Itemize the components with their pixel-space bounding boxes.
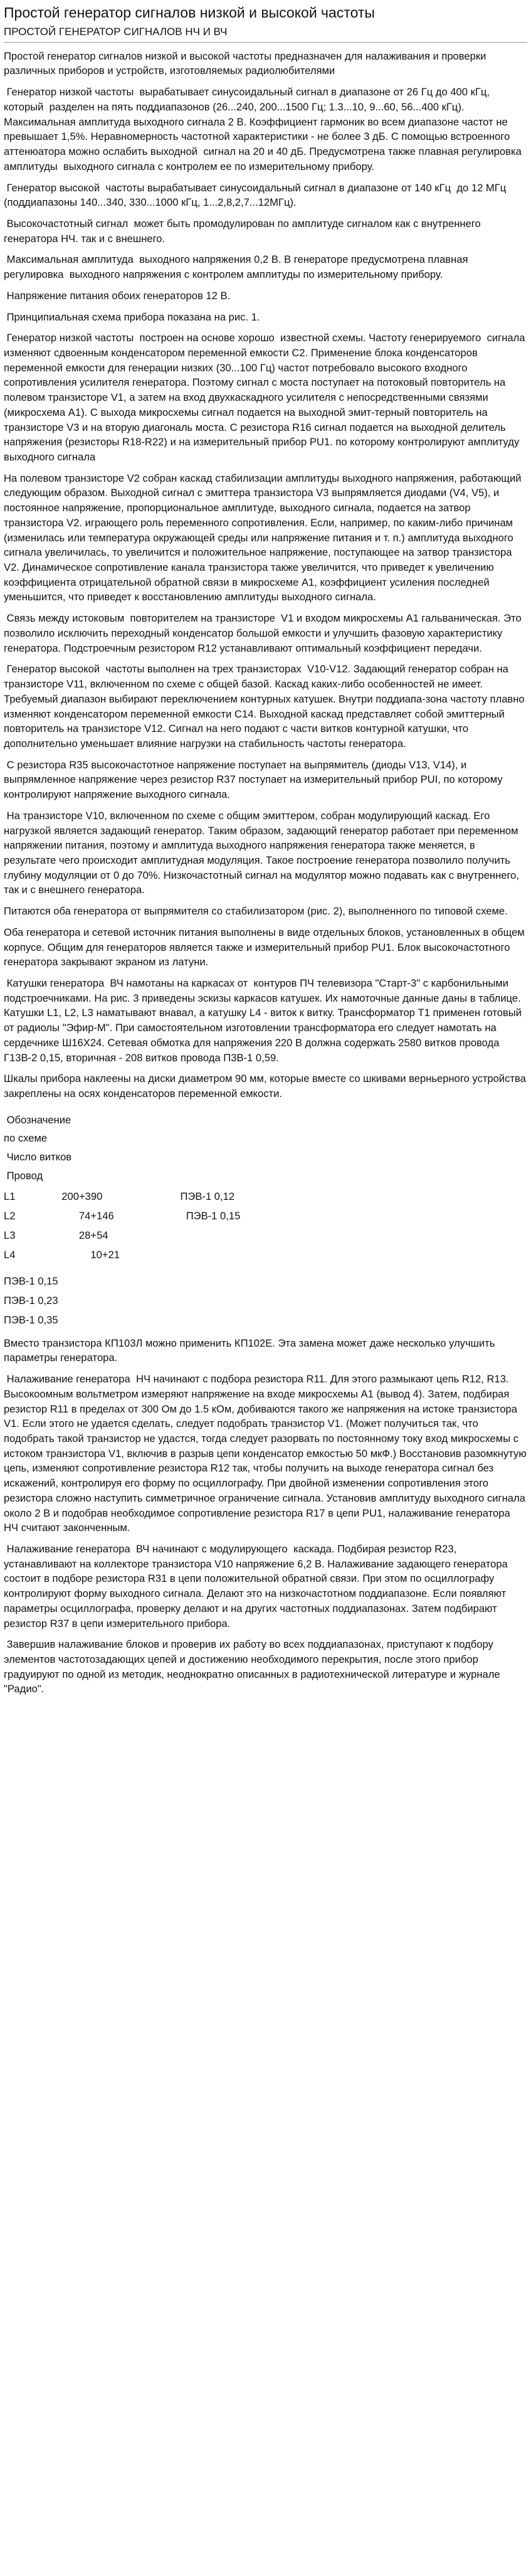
paragraph: С резистора R35 высокочастотное напряжение поступает на выпрямитель (диоды V13, V14), и выпрямленное напряжение через резистор R37 поступает на измерительный прибор PUI, по которому контролируют напряжение выходного сигнала. xyxy=(4,758,506,801)
table-header-designation: Обозначение xyxy=(4,1113,71,1126)
paragraph: Генератор низкой частоты построен на основе хорошо известной схемы. Частоту генерируемого сигнала изменяют сдвоенным конденсатором переменной емкости С2. Применение блока конденсаторов переменной емкости для генерации низких (30...100 Гц) частот потребовало высокого входного сопротивления усилителя генератора. Поэтому сигнал с моста поступает на потоковый повторитель на полевом транзисторе V1, а затем на вход двухкаскадного усилителя с непосредственными связями (микросхема A1). С выхода микросхемы сигнал подается на выходной эмит-терный повторитель на транзисторе V3 и на вторую диагональ моста. С резистора R16 сигнал подается на выходной делитель напряжения (резисторы R18-R22) и на измерительный прибор PU1. по которому контролируют амплитуду выходного сигнала xyxy=(4,332,528,463)
table-cell-turns: 200+390 xyxy=(41,1190,103,1203)
paragraph: Шкалы прибора наклеены на диски диаметром 90 мм, которые вместе со шкивами верньерного устройства закреплены на осях конденсаторов переменной емкости. xyxy=(4,1073,529,1100)
page-title: Простой генератор сигналов низкой и высокой частоты xyxy=(4,4,375,21)
paragraph: Катушки генератора ВЧ намотаны на каркасах от контуров ПЧ телевизора "Старт-3" с карбонильными подстроечниками. На рис. 3 приведены эскизы каркасов катушек. Их намоточные данные даны в таблице. Катушки L1, L2, L3 наматывают внавал, а катушку L4 - виток к витку. Трансформатор Т1 применен готовый от радиолы "Эфир-М". При самостоятельном изготовлении трансформатора его следует намотать на сердечнике Ш16Х24. Сетевая обмотка для напряжения 220 В должна содержать 2580 витков провода Г13В-2 0,15, вторичная - 208 витков провода П3В-1 0,59. xyxy=(4,977,525,1064)
table-row xyxy=(4,1187,527,1207)
paragraph: На транзисторе V10, включенном по схеме с общим эмиттером, собран модулирующий каскад. Его нагрузкой является задающий генератор. Таким образом, задающий генератор работает при переменном напряжении питания, поэтому и амплитуда выходного напряжения генератора также меняется, в результате чего происходит амплитудная модуляция. Такое построение генератора позволило получить глубину модуляции от 0 до 70%. Низкочастотный сигнал на модулятор можно подавать как с внутреннего, так и с внешнего генератора. xyxy=(4,809,522,896)
paragraph: Генератор высокой частоты вырабатывает синусоидальный сигнал в диапазоне от 140 кГц до 12 МГц (поддиапазоны 140...340, 330...1000 кГц, 1...2,8,2,7...12МГц). xyxy=(4,181,509,209)
paragraph: Оба генератора и сетевой источник питания выполнены в виде отдельных блоков, установленных в общем корпусе. Общим для генераторов является также и измерительный прибор PU1. Блок высокочастотного генератора закрывают экраном из латуни. xyxy=(4,926,528,968)
paragraph: Генератор низкой частоты вырабатывает синусоидальный сигнал в диапазоне от 26 Гц до 400 кГц, который разделен на пять поддиапазонов (26...240, 200...1500 Гц; 1.3...10, 9...60, 56...400 кГц). Максимальная амплитуда выходного сигнала 2 В. Коэффициент гармоник во всем диапазоне частот не превышает 1,5%. Неравномерность частотной характеристики - не более 3 дБ. С помощью встроенного аттенюатора можно ослабить выходной сигнал на 20 и 40 дБ. Предусмотрена также плавная регулировка амплитуды выходного сигнала с контролем ее по измерительному прибору. xyxy=(4,86,525,172)
table-cell-turns: 28+54 xyxy=(41,1229,108,1242)
paragraph: Налаживание генератора НЧ начинают с подбора резистора R11. Для этого размыкают цепь R12, R13. Высокоомным вольтметром измеряют напряжение на входе микросхемы A1 (вывод 4). Затем, подбирая резистор R11 в пределах от 300 Ом до 1.5 кОм, добиваются такого же напряжения на истоке транзистора V1. Если этого не удается сделать, следует подобрать транзистор V1. (Может получиться так, что подобрать такой транзистор не удастся, тогда следует разорвать по постоянному току вход микросхемы с истоком транзистора V1, включив в разрыв цепи конденсатор емкостью 50 мкФ.) Восстановив разомкнутую цепь, изменяют сопротивление резистора R12 так, чтобы получить на выходе генератора сигнал без искажений, контролируя его форму по осциллографу. При двойной изменении сопротивления этого резистора сложно наступить симметричное ограничение сигнала. Установив амплитуду выходного сигнала около 2 В и подобрав необходимое сопротивление резистора R17 в цепи PU1, налаживание генератора НЧ считают законченным. xyxy=(4,1373,530,1534)
paragraph: Питаются оба генератора от выпрямителя со стабилизатором (рис. 2), выполненного по типовой схеме. xyxy=(4,905,508,918)
table-cell-name: L2 xyxy=(4,1210,16,1222)
wire-item: ПЭВ-1 0,15 xyxy=(4,1275,58,1287)
paragraph: Генератор высокой частоты выполнен на трех транзисторах V10-V12. Задающий генератор собран на транзисторе V11, включенном по схеме с общей базой. Каскад каких-либо особенностей не имеет. Требуемый диапазон выбирают переключением контурных катушек. Внутри поддиапа-зона частоту плавно изменяют конденсатором переменной емкости С14. Выходной каскад представляет собой эмиттерный повторитель на транзисторе V12. Сигнал на него подают с части витков контурной катушки, что дополнительно уменьшает влияние нагрузки на стабильность частоты генератора. xyxy=(4,663,528,750)
paragraph: Налаживание генератора ВЧ начинают с модулирующего каскада. Подбирая резистор R23, устанавливают на коллекторе транзистора V10 напряжение 6,2 В. Налаживание задающего генератора состоит в подборе резистора R31 в цепи положительной обратной связи. При этом по осциллографу контролируют форму выходного сигнала. Делают это на низкочастотном поддиапазоне. Если появляют параметры осциллографа, проверку делают и на других частотных поддиапазонах. Затем подбирают резистор R37 в цепи измерительного прибора. xyxy=(4,1542,511,1630)
table-header-wire: Провод xyxy=(4,1169,43,1182)
paragraph: Вместо транзистора КП103Л можно применить КП102Е. Эта замена может даже несколько улучшить параметры генератора. xyxy=(4,1337,498,1364)
wire-item: ПЭВ-1 0,35 xyxy=(4,1313,58,1326)
wire-list xyxy=(4,1274,527,1332)
paragraph: Связь между истоковым повторителем на транзисторе V1 и входом микросхемы A1 гальваническая. Это позволило исключить переходный конденсатор большой емкости и улучшить фазовую характеристику генератора. Подстроечным резистором R12 устанавливают оптимальный коэффициент передачи. xyxy=(4,612,525,654)
paragraph: Завершив налаживание блоков и проверив их работу во всех поддиапазонах, приступают к подбору элементов частотозадающих цепей и достижению необходимого перекрытия, после этого прибор градуируют по одной из методик, неоднократно описанных в радиотехнической литературе и журнале "Радио". xyxy=(4,1638,503,1695)
table-cell-wire: ПЭВ-1 0,15 xyxy=(154,1210,241,1222)
table-header-scheme: по схеме xyxy=(4,1132,48,1145)
table-cell-name: L3 xyxy=(4,1229,16,1242)
table-row xyxy=(4,1246,527,1265)
paragraph: Простой генератор сигналов низкой и высокой частоты предназначен для налаживания и проверки различных приборов и устройств, изготовляемых радиолюбителями xyxy=(4,50,490,77)
table-cell-turns: 10+21 xyxy=(41,1249,120,1261)
wire-item: ПЭВ-1 0,23 xyxy=(4,1294,58,1307)
paragraph: Напряжение питания обоих генераторов 12 В. xyxy=(4,289,231,302)
paragraph: На полевом транзисторе V2 собран каскад стабилизации амплитуды выходного напряжения, работающий следующим образом. Выходной сигнал с эмиттера транзистора V3 выпрямляется диодами (V4, V5), и постоянное напряжение, пропорциональное амплитуде, выходного сигнала, подается на затвор транзистора V2. играющего роль переменного сопротивления. Если, например, по каким-либо причинам (изменилась или температура окружающей среды или напряжение питания и т. п.) амплитуда выходного сигнала увеличилась, то увеличится и положительное напряжение, поступающее на затвор транзистора V2. Динамическое сопротивление канала транзистора также увеличится, что приведет к увеличению коэффициента отрицательной обратной связи в микросхеме A1, коэффициент усиления последней уменьшится, что приведет к восстановлению амплитуды выходного сигнала. xyxy=(4,472,525,603)
paragraph: Высокочастотный сигнал может быть промодулирован по амплитуде сигналом как с внутреннего генератора НЧ. так и с внешнего. xyxy=(4,217,484,245)
paragraph: Максимальная амплитуда выходного напряжения 0,2 В. В генераторе предусмотрена плавная регулировка выходного напряжения с контролем амплитуды по измерительному прибору. xyxy=(4,253,471,281)
table-row xyxy=(4,1226,527,1246)
paragraph: Принципиальная схема прибора показана на рис. 1. xyxy=(4,310,260,323)
table-row xyxy=(4,1207,527,1226)
article-body xyxy=(4,49,530,1697)
table-cell-turns: 74+146 xyxy=(41,1210,114,1222)
table-header-turns: Число витков xyxy=(4,1151,72,1163)
table-cell-wire: ПЭВ-1 0,12 xyxy=(154,1190,235,1203)
coil-table xyxy=(4,1113,527,1265)
page-subtitle: ПРОСТОЙ ГЕНЕРАТОР СИГНАЛОВ НЧ И ВЧ xyxy=(4,26,527,43)
table-cell-name: L4 xyxy=(4,1249,16,1261)
table-cell-name: L1 xyxy=(4,1190,16,1203)
